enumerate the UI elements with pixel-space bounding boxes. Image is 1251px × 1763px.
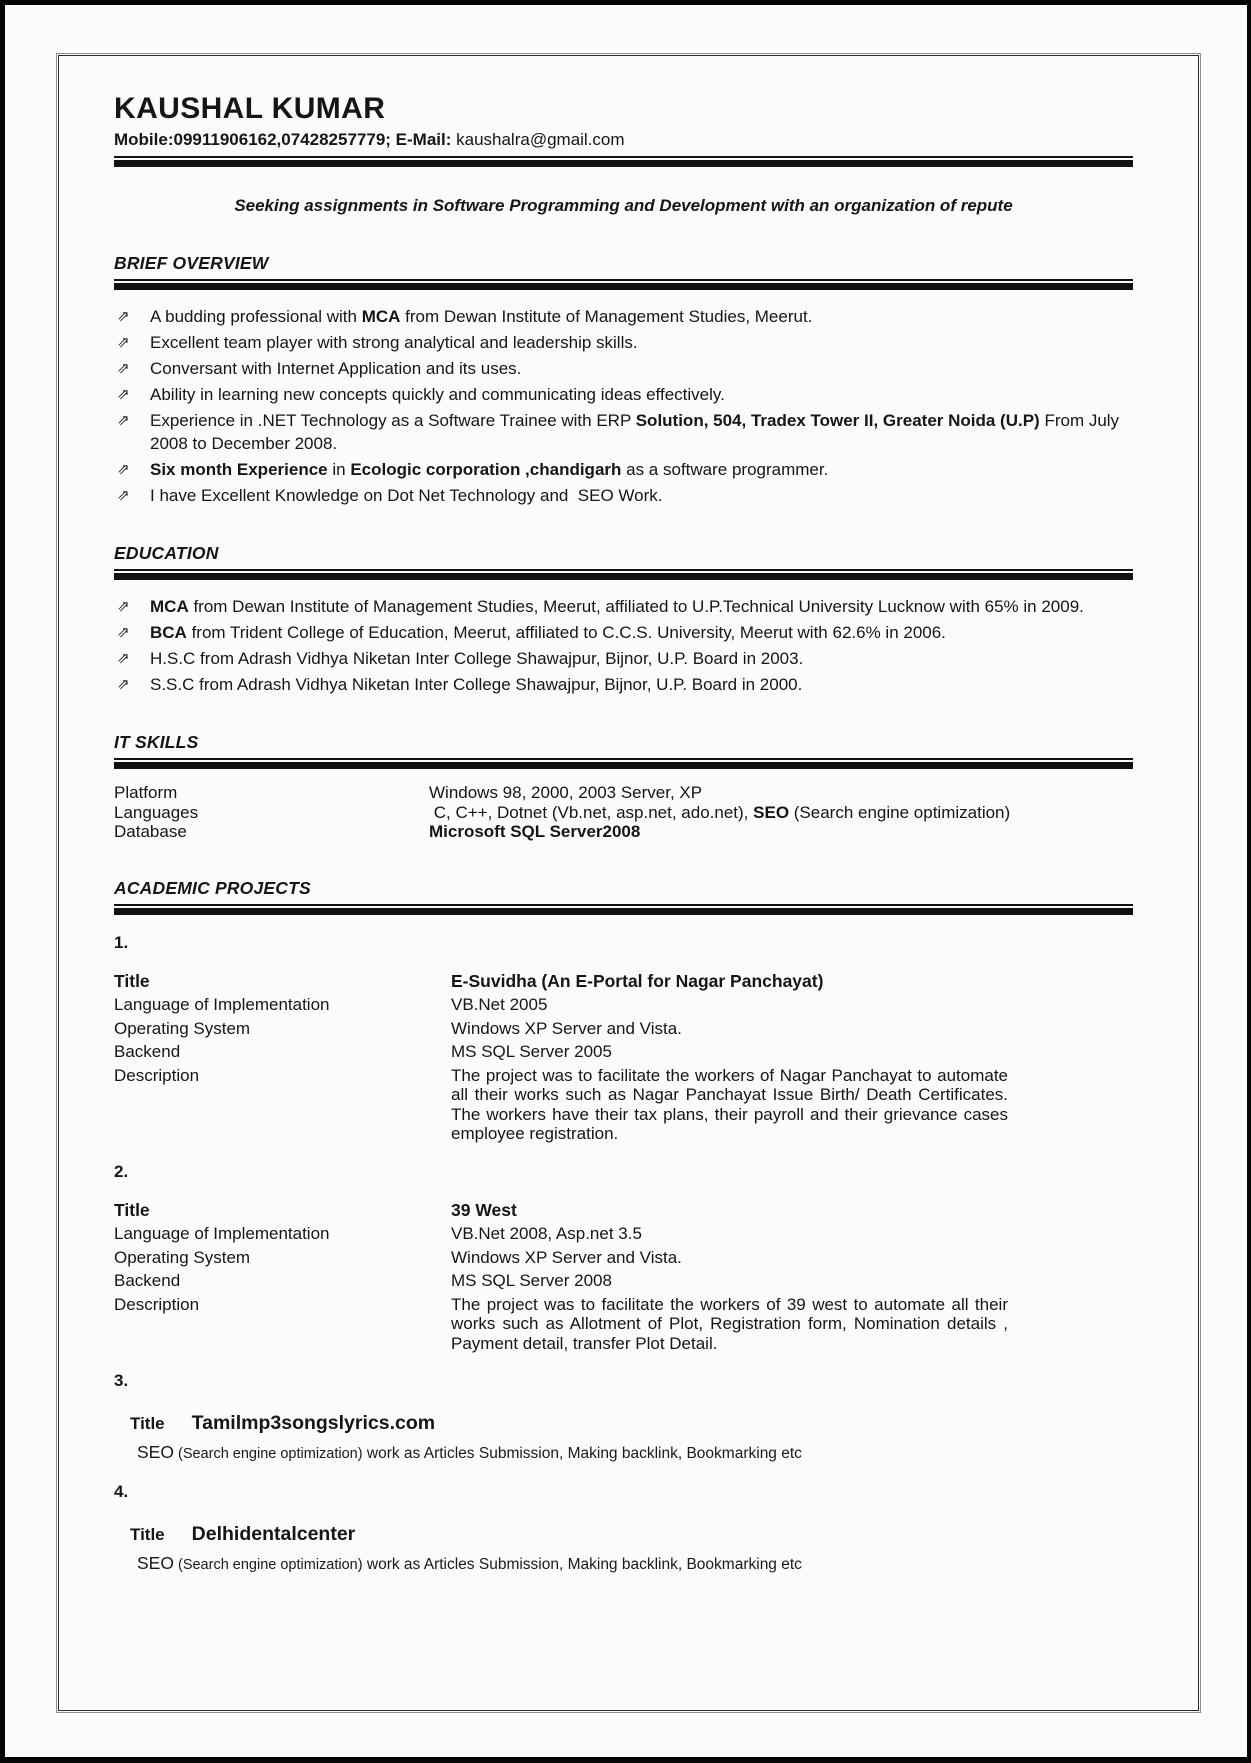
- it-skills-table: [114, 783, 1133, 842]
- bullet-text: S.S.C from Adrash Vidhya Niketan Inter College Shawajpur, Bijnor, U.P. Board in 2000.: [150, 675, 803, 694]
- skill-value: C, C++, Dotnet (Vb.net, asp.net, ado.net), SEO (Search engine optimization): [429, 802, 1011, 822]
- header-rule: [114, 156, 1133, 167]
- skill-value: Windows 98, 2000, 2003 Server, XP: [429, 783, 703, 802]
- project-seo-note: [137, 1553, 1133, 1575]
- project-title-value: Tamilmp3songslyrics.com: [191, 1412, 436, 1434]
- seo-rest: work as Articles Submission, Making backlink, Bookmarking etc: [362, 1445, 802, 1462]
- section-rule: [114, 758, 1133, 769]
- project-row-value: The project was to facilitate the workers of 39 west to automate all their works such as Allotment of Plot, Registration form, Nomination details , Payment detail, transfer Plot Detail.: [451, 1294, 1008, 1353]
- bullet-text: MCA from Dewan Institute of Management Studies, Meerut, affiliated to U.P.Technical University Lucknow with 65% in 2009.: [150, 597, 1084, 616]
- project-row-value: Windows XP Server and Vista.: [451, 1018, 682, 1038]
- project-row-value: 39 West: [451, 1199, 517, 1220]
- project-row-label: Description: [114, 1065, 200, 1085]
- section-heading-academic-projects: ACADEMIC PROJECTS: [114, 877, 311, 898]
- project-row-label: Language of Implementation: [114, 995, 330, 1014]
- inner-border-line: [58, 55, 1199, 1711]
- project-row: [114, 972, 1133, 992]
- project-row: [114, 1248, 1133, 1268]
- project-row-value: MS SQL Server 2005: [451, 1042, 612, 1061]
- project-title-label: Title: [130, 1525, 165, 1544]
- section-heading-it-skills: IT SKILLS: [114, 732, 199, 752]
- seo-rest: work as Articles Submission, Making backlink, Bookmarking etc: [362, 1556, 802, 1573]
- project-row-label: Backend: [114, 1271, 181, 1290]
- person-name: KAUSHAL KUMAR: [114, 92, 386, 125]
- project-row-label: Title: [114, 970, 150, 991]
- bullet-item: [114, 331, 1133, 354]
- project-row-label: Operating System: [114, 1018, 251, 1038]
- arrow-bullet-icon: ⇗: [117, 386, 130, 403]
- arrow-bullet-icon: ⇗: [117, 624, 130, 641]
- education-bullets: [114, 595, 1133, 696]
- bullet-text: Experience in .NET Technology as a Software Trainee with ERP Solution, 504, Tradex Tower II, Greater Noida (U.P) From July 2008 to December 2008.: [150, 411, 1120, 453]
- seo-paren: (Search engine optimization): [173, 1557, 363, 1573]
- project-title-line: [130, 1523, 1133, 1546]
- bullet-item: [114, 383, 1133, 406]
- project-row-label: Backend: [114, 1042, 181, 1061]
- project-title-value: Delhidentalcenter: [191, 1523, 356, 1545]
- bullet-item: [114, 484, 1133, 507]
- bullet-item: [114, 595, 1133, 618]
- bullet-item: [114, 458, 1133, 481]
- seo-paren: (Search engine optimization): [173, 1446, 363, 1462]
- project-row: [114, 1201, 1133, 1221]
- project-row: [114, 1019, 1133, 1039]
- section-heading-education: EDUCATION: [114, 543, 219, 563]
- bullet-text: H.S.C from Adrash Vidhya Niketan Inter College Shawajpur, Bijnor, U.P. Board in 2003.: [150, 649, 804, 668]
- project-row: [114, 1042, 1133, 1062]
- arrow-bullet-icon: ⇗: [117, 598, 130, 615]
- arrow-bullet-icon: ⇗: [117, 487, 130, 504]
- objective-statement: Seeking assignments in Software Programming and Development with an organization of repute: [234, 196, 1013, 215]
- project-row: [114, 1066, 1133, 1144]
- skill-row: [114, 783, 1133, 803]
- inner-border-frame: [56, 53, 1201, 1713]
- skill-label: Platform: [114, 783, 178, 802]
- bullet-item: [114, 409, 1133, 455]
- section-rule: [114, 904, 1133, 915]
- section-rule: [114, 569, 1133, 580]
- section-heading-brief-overview: BRIEF OVERVIEW: [114, 253, 269, 273]
- project-number: 2.: [114, 1161, 129, 1181]
- projects-list: [114, 932, 1133, 1576]
- bullet-text: Conversant with Internet Application and its uses.: [150, 359, 522, 378]
- contact-line: [114, 129, 1133, 150]
- arrow-bullet-icon: ⇗: [117, 461, 130, 478]
- project-number: 3.: [114, 1371, 129, 1390]
- project-row-label: Language of Implementation: [114, 1224, 330, 1243]
- project-row-value: The project was to facilitate the workers of Nagar Panchayat to automate all their works such as Nagar Panchayat Issue Birth/ Death Certificates. The workers have their tax plans, their payroll and their grievance cases employee registration.: [451, 1065, 1008, 1143]
- project-seo-note: [137, 1442, 1133, 1464]
- project-row: [114, 1271, 1133, 1291]
- project-number: 1.: [114, 932, 129, 952]
- arrow-bullet-icon: ⇗: [117, 412, 130, 429]
- project-row-value: E-Suvidha (An E-Portal for Nagar Panchayat): [451, 970, 824, 991]
- arrow-bullet-icon: ⇗: [117, 334, 130, 351]
- bullet-text: A budding professional with MCA from Dewan Institute of Management Studies, Meerut.: [150, 307, 813, 326]
- bullet-item: [114, 647, 1133, 670]
- skill-value: Microsoft SQL Server2008: [429, 822, 641, 841]
- resume-content: [61, 58, 1196, 1708]
- brief-overview-bullets: [114, 305, 1133, 507]
- project-row-label: Operating System: [114, 1247, 251, 1267]
- bullet-item: [114, 305, 1133, 328]
- seo-lead: SEO: [137, 1553, 174, 1573]
- project-row-value: Windows XP Server and Vista.: [451, 1247, 682, 1267]
- bullet-text: Ability in learning new concepts quickly and communicating ideas effectively.: [150, 385, 725, 404]
- bullet-text: Six month Experience in Ecologic corporation ,chandigarh as a software programmer.: [150, 460, 829, 479]
- arrow-bullet-icon: ⇗: [117, 308, 130, 325]
- arrow-bullet-icon: ⇗: [117, 360, 130, 377]
- arrow-bullet-icon: ⇗: [117, 676, 130, 693]
- skill-row: [114, 822, 1133, 842]
- seo-lead: SEO: [137, 1442, 174, 1462]
- project-detail-rows: [114, 972, 1133, 1144]
- skill-label: Database: [114, 822, 187, 841]
- bullet-text: BCA from Trident College of Education, Meerut, affiliated to C.C.S. University, Meerut with 62.6% in 2006.: [150, 623, 946, 642]
- bullet-text: I have Excellent Knowledge on Dot Net Technology and SEO Work.: [150, 486, 663, 505]
- bullet-item: [114, 673, 1133, 696]
- section-rule: [114, 279, 1133, 290]
- project-row: [114, 1295, 1133, 1354]
- skill-row: [114, 803, 1133, 823]
- bullet-text: Excellent team player with strong analytical and leadership skills.: [150, 333, 638, 352]
- project-row-value: VB.Net 2005: [451, 995, 548, 1014]
- bullet-item: [114, 357, 1133, 380]
- skill-label: Languages: [114, 802, 199, 822]
- project-title-label: Title: [130, 1414, 165, 1433]
- contact-email: kaushalra@gmail.com: [451, 130, 625, 149]
- project-number: 4.: [114, 1482, 129, 1501]
- project-row: [114, 995, 1133, 1015]
- bullet-item: [114, 621, 1133, 644]
- contact-labels: Mobile:09911906162,07428257779; E-Mail:: [114, 130, 452, 149]
- project-title-line: [130, 1412, 1133, 1435]
- project-row-label: Title: [114, 1199, 150, 1220]
- project-row: [114, 1224, 1133, 1244]
- project-detail-rows: [114, 1201, 1133, 1354]
- project-row-label: Description: [114, 1294, 200, 1314]
- project-row-value: MS SQL Server 2008: [451, 1271, 612, 1290]
- project-row-value: VB.Net 2008, Asp.net 3.5: [451, 1224, 642, 1243]
- arrow-bullet-icon: ⇗: [117, 650, 130, 667]
